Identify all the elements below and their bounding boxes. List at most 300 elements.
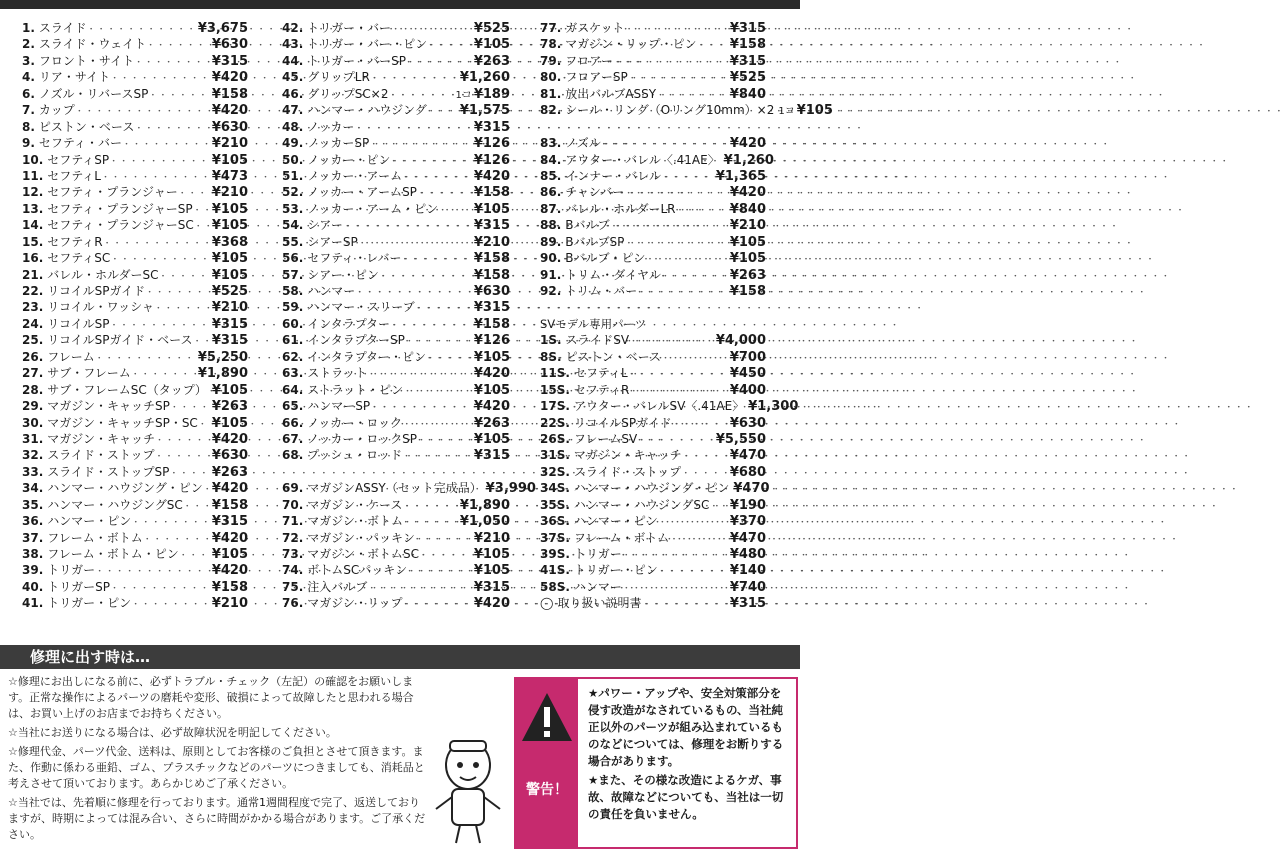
part-number: 42. (282, 21, 304, 35)
part-price: ¥700 (729, 349, 766, 365)
dot-leader (403, 384, 474, 400)
dot-leader (415, 532, 474, 548)
part-row (282, 299, 510, 315)
part-row (22, 431, 248, 447)
part-price: ¥140 (729, 563, 766, 579)
part-row (22, 250, 248, 266)
part-row (540, 530, 766, 546)
part-price: ¥5,250 (197, 349, 248, 365)
part-name: スライドSV (565, 333, 630, 348)
warning-triangle-icon (516, 685, 578, 775)
part-number: 8. (22, 119, 35, 134)
part-number: 47. (282, 103, 304, 118)
part-name: セフティL (573, 366, 628, 381)
dot-leader (193, 203, 212, 219)
part-price: ¥105 (211, 218, 248, 234)
part-name: Bバルブ (565, 218, 610, 233)
part-price: ¥105 (211, 251, 248, 267)
part-name: セフティR (573, 382, 630, 397)
part-number: 9. (22, 136, 35, 151)
part-number: 35S. (540, 497, 570, 512)
part-price: ¥105 (473, 431, 510, 447)
part-number: 62. (282, 349, 304, 364)
part-number: 12. (22, 185, 44, 200)
part-number: 46. (282, 86, 304, 101)
part-price: ¥525 (729, 70, 766, 86)
part-row (540, 168, 766, 184)
part-number: 36S. (540, 514, 570, 529)
part-row (22, 152, 248, 168)
part-name: ハンマー・ハウジング・ピン (573, 481, 730, 496)
part-price: ¥105 (473, 37, 510, 53)
part-number: 70. (282, 497, 304, 512)
dot-leader (709, 499, 729, 515)
part-number: 63. (282, 366, 304, 381)
part-name: バレル・ホルダーLR (565, 201, 676, 216)
part-row (22, 135, 248, 151)
part-row (282, 513, 510, 529)
part-row (282, 201, 510, 217)
part-price: ¥105 (473, 563, 510, 579)
dot-leader (415, 301, 474, 317)
part-price: ¥420 (473, 366, 510, 382)
part-row (22, 513, 248, 529)
part-row (22, 283, 248, 299)
part-number: 55. (282, 234, 304, 249)
part-row (282, 217, 510, 233)
part-price: ¥158 (729, 284, 766, 299)
part-number: 79. (540, 53, 562, 68)
part-number: 53. (282, 201, 304, 216)
part-number: 69. (282, 481, 304, 496)
part-number: 71. (282, 514, 304, 529)
part-price: ¥840 (729, 86, 766, 102)
part-name: ハンマーSP (307, 399, 371, 414)
dot-leader (403, 597, 474, 613)
part-row (540, 250, 766, 266)
part-price: ¥158 (473, 267, 510, 283)
part-name: チャンバー (565, 185, 625, 200)
part-price: ¥420 (729, 185, 766, 201)
part-name: リコイルSPガイド (47, 284, 146, 298)
part-row (282, 184, 510, 200)
part-row (282, 332, 510, 348)
part-row (22, 184, 248, 200)
part-price: ¥420 (211, 70, 248, 86)
part-number: 1. (22, 21, 35, 35)
part-number: 23. (22, 300, 44, 315)
dot-leader (402, 499, 459, 515)
part-row (282, 415, 510, 431)
part-price: ¥105 (729, 234, 766, 250)
part-price: ¥315 (729, 53, 766, 69)
part-name: インタラプター (307, 316, 390, 331)
part-name: マガジンASSY（セット完成品） (307, 481, 482, 496)
part-price: ¥263 (729, 267, 766, 283)
part-name: ハンマー・スリーブ (307, 300, 415, 315)
part-name: トリガー (573, 547, 622, 561)
part-name: トリガー・バー (307, 21, 392, 35)
part-number: 31. (22, 431, 44, 446)
part-number: 13. (22, 201, 44, 216)
part-row (282, 398, 510, 414)
part-price: ¥420 (211, 563, 248, 579)
part-price: ¥263 (473, 415, 510, 431)
part-row (22, 316, 248, 332)
dot-leader (406, 55, 474, 71)
part-price: ¥630 (211, 448, 248, 464)
part-name: セフティSP (47, 152, 110, 167)
part-name: フレームSV (573, 431, 638, 446)
dot-leader (390, 154, 473, 170)
part-name: ノッカーSP (307, 136, 370, 151)
parts-column-3 (540, 20, 833, 612)
part-name: サブ・フレーム (47, 366, 131, 381)
part-row (540, 415, 766, 431)
part-number: 24. (22, 316, 44, 331)
part-number: 3. (22, 53, 35, 68)
part-number: 88. (540, 218, 562, 233)
dot-leader (427, 38, 474, 54)
part-price: ¥126 (473, 152, 510, 168)
part-name: リコイルSPガイド (573, 415, 672, 430)
part-row (282, 447, 510, 463)
part-price: ¥315 (473, 218, 510, 234)
part-name: マガジン・パッキン (307, 530, 415, 545)
part-name: ピストン・ベース (38, 119, 135, 134)
part-number: 80. (540, 70, 562, 85)
warning-text (588, 685, 788, 825)
part-name: セフティ・プランジャー (47, 185, 178, 200)
part-number: 36. (22, 514, 44, 529)
part-name: スライド・ストップSP (47, 464, 170, 479)
part-number: 32S. (540, 464, 570, 479)
part-name: マガジン・キャッチSP (47, 399, 170, 414)
part-price: ¥158 (473, 316, 510, 332)
part-number: 11S. (540, 366, 570, 381)
part-row (22, 119, 248, 135)
part-price: ¥210 (473, 234, 510, 250)
part-row (282, 152, 510, 168)
part-number: 14. (22, 218, 44, 233)
part-name: フレーム (47, 349, 95, 364)
part-price: ¥368 (211, 234, 248, 250)
part-name: ハンマー・ピン (47, 514, 132, 529)
part-price: ¥470 (729, 448, 766, 464)
part-number: 29. (22, 399, 44, 414)
dot-leader (697, 38, 730, 54)
part-price: ¥1,300 (748, 399, 799, 415)
part-price: ¥315 (473, 579, 510, 595)
part-price: ¥1,260 (459, 70, 510, 86)
part-name: ハンマー・ハウジングSC (573, 497, 710, 512)
warning-side-panel (516, 679, 578, 847)
part-name: リコイル・ワッシャ (47, 300, 154, 315)
part-number: 87. (540, 201, 562, 216)
part-row (282, 595, 510, 611)
part-price: ¥1,260 (723, 152, 774, 168)
part-row (282, 283, 510, 299)
part-price: ¥470 (733, 481, 770, 497)
part-row (540, 152, 774, 168)
part-number: 10. (22, 152, 44, 167)
part-price: ¥315 (473, 300, 510, 316)
part-number: 37. (22, 530, 44, 545)
part-name: フロアー (565, 53, 613, 68)
part-number: 58. (282, 284, 304, 298)
dot-leader (427, 104, 460, 120)
part-row (22, 332, 248, 348)
part-name: マガジン・キャッチ (47, 431, 155, 446)
dot-leader (661, 269, 730, 285)
part-name: ノッカー・アーム・ピン (307, 201, 439, 216)
part-number: 38. (22, 547, 44, 561)
part-row (22, 365, 248, 381)
part-price: ¥4,000 (715, 333, 766, 349)
dot-leader (402, 449, 474, 465)
dot-leader (103, 236, 212, 252)
part-number: 60. (282, 316, 304, 331)
part-number: 92. (540, 284, 562, 298)
part-row (282, 365, 510, 381)
dot-leader (676, 203, 730, 219)
part-price: ¥210 (729, 218, 766, 234)
part-name: リコイルSP (47, 316, 110, 331)
part-number: 72. (282, 530, 304, 545)
dot-leader (682, 449, 730, 465)
part-number: 8S. (540, 349, 562, 364)
dot-leader (354, 121, 473, 137)
part-row (22, 217, 248, 233)
part-row (540, 184, 766, 200)
part-name: セフティ・バー (38, 136, 122, 151)
part-name: フレーム・ボトム・ピン (47, 547, 179, 561)
part-number: 41S. (540, 563, 570, 578)
part-name: 放出バルブASSY (565, 86, 657, 101)
part-row (540, 464, 766, 480)
part-number: 50. (282, 152, 304, 167)
part-name: アウター・バレル〈.41AE〉 (565, 152, 720, 167)
part-price: ¥680 (729, 464, 766, 480)
part-row (282, 36, 510, 52)
part-row (540, 102, 833, 119)
part-number: 51. (282, 168, 304, 183)
warning-label: 警告！ (526, 782, 568, 798)
part-name: シール・リング（Oリング10mm）×2 (565, 103, 775, 118)
part-price: ¥740 (729, 579, 766, 595)
part-row (22, 53, 248, 69)
repair-note: ☆当社では、先着順に修理を行っております。通常1週間程度で完了、返送しておりますが、時期によっては混み合い、さらに時間がかかる場合があります。ご了承ください。 (8, 796, 426, 841)
part-name: フロント・サイト (38, 53, 135, 68)
dot-leader (613, 55, 730, 71)
part-price: ¥263 (211, 464, 248, 480)
part-number: 26S. (540, 431, 570, 446)
part-number: 73. (282, 547, 304, 561)
part-number: 52. (282, 185, 304, 200)
part-row (540, 595, 766, 611)
dot-leader (379, 269, 474, 285)
part-name: セフティ・プランジャーSC (47, 218, 194, 233)
part-number: 21. (22, 267, 44, 282)
part-price: ¥315 (211, 514, 248, 530)
part-name: ノッカー (307, 119, 355, 134)
section-header: SVモデル専用パーツ (540, 316, 647, 331)
part-row (22, 36, 248, 52)
part-name: マガジン・リップ・ピン (565, 37, 697, 52)
part-price: ¥315 (473, 119, 510, 135)
dot-leader (637, 285, 730, 301)
part-row (22, 267, 248, 283)
part-name: シアーSP (307, 234, 358, 249)
warning-box (514, 677, 798, 849)
part-price: ¥420 (729, 136, 766, 152)
part-price: ¥105 (729, 251, 766, 267)
part-price: ¥3,990 (485, 481, 536, 497)
part-name: ノッカー・ピン (307, 152, 391, 167)
part-price: ¥370 (729, 514, 766, 530)
part-price: ¥158 (211, 86, 248, 102)
part-number: 32. (22, 448, 44, 463)
dot-leader (401, 252, 473, 268)
part-price: ¥840 (729, 201, 766, 217)
part-row (22, 415, 248, 431)
dot-leader (628, 367, 730, 383)
part-number: 22. (22, 284, 44, 298)
part-row (282, 168, 510, 184)
part-price: ¥210 (211, 136, 248, 152)
part-price: ¥105 (473, 547, 510, 562)
part-row (282, 497, 510, 513)
part-name: セフティSC (47, 251, 111, 266)
part-row (540, 69, 766, 85)
part-price: ¥420 (473, 399, 510, 415)
part-number: 26. (22, 349, 44, 364)
part-name: スライド (38, 21, 87, 35)
part-name: スライド・ストップ (573, 464, 682, 479)
part-name: インタラプターSP (307, 333, 405, 348)
part-row (282, 562, 510, 578)
part-number: 49. (282, 136, 304, 151)
part-price: ¥105 (211, 547, 248, 562)
part-number: 74. (282, 563, 304, 578)
mascot-illustration (428, 735, 508, 847)
part-name: ストラット・ピン (307, 382, 404, 397)
part-number: 44. (282, 53, 304, 68)
part-name: スライド・ウェイト (38, 37, 147, 52)
part-name: マガジン・ボトム (307, 514, 403, 529)
part-row (22, 102, 248, 118)
part-number: 15. (22, 234, 44, 249)
part-row (540, 382, 766, 398)
part-row (540, 513, 766, 529)
part-price: ¥105 (796, 103, 833, 119)
part-price: ¥210 (211, 300, 248, 316)
part-row (22, 546, 248, 562)
dot-leader (183, 499, 212, 515)
repair-title: 修理に出す時は… (30, 648, 151, 666)
dot-leader (203, 482, 212, 498)
part-number: 91. (540, 267, 562, 282)
part-name: ノズル (565, 136, 601, 151)
part-row (282, 250, 510, 266)
part-name: ハンマー (573, 579, 622, 594)
part-price: ¥3,675 (197, 21, 248, 36)
part-row (22, 530, 248, 546)
part-price: ¥473 (211, 168, 248, 184)
warning-line: ★また、その様な改造によるケガ、事故、故障などについても、当社は一切の責任を負いません。 (588, 773, 784, 821)
part-row (282, 20, 510, 36)
part-row (282, 234, 510, 250)
part-price: ¥315 (473, 448, 510, 464)
part-number: 75. (282, 579, 304, 594)
dot-leader (417, 433, 474, 449)
part-number: 34S. (540, 481, 570, 496)
dot-leader (661, 170, 716, 186)
dot-leader (122, 137, 212, 153)
part-name: BバルブSP (565, 234, 625, 249)
part-name: サブ・フレームSC（タップ） (47, 382, 207, 397)
part-name: ストラット (307, 366, 368, 381)
repair-note: ☆修理にお出しになる前に、必ずトラブル・チェック（左記）の確認をお願いします。正常な操作によるパーツの磨耗や変形、破損によって故障したと思われる場合は、お買い上げのお店までお持ちください。 (8, 675, 414, 720)
dot-leader (610, 219, 730, 235)
part-row (282, 349, 510, 365)
part-row (540, 332, 766, 348)
part-number: 54. (282, 218, 304, 233)
part-name: トリム・バー (565, 284, 638, 298)
part-price: ¥420 (211, 481, 248, 497)
part-price: ¥263 (473, 53, 510, 69)
part-row (540, 349, 766, 365)
part-name: ハンマー (307, 284, 356, 298)
part-number: 34. (22, 481, 44, 496)
part-number: 2. (22, 37, 35, 52)
part-price: ¥525 (211, 284, 248, 299)
part-row (540, 267, 766, 283)
part-name: ハンマー・ハウジング・ピン (47, 481, 203, 496)
part-price: ¥105 (211, 201, 248, 217)
part-price: ¥126 (473, 136, 510, 152)
part-row (540, 217, 766, 233)
part-price: ¥105 (211, 152, 248, 168)
part-price: ¥400 (729, 382, 766, 398)
dot-leader (131, 515, 212, 531)
part-price: ¥105 (211, 382, 248, 398)
part-name: ハンマー・ピン (573, 514, 658, 529)
part-number: 16. (22, 251, 44, 266)
part-price: ¥1,575 (459, 103, 510, 119)
part-name: カップ (38, 103, 75, 118)
part-name: インタラプター・ピン (307, 349, 426, 364)
part-price: ¥480 (729, 547, 766, 562)
part-row (22, 595, 248, 611)
part-row (282, 267, 510, 283)
part-name: リア・サイト (38, 70, 111, 85)
part-row (540, 20, 766, 36)
part-price: ¥630 (211, 119, 248, 135)
part-number: 59. (282, 300, 304, 315)
spacer-row (540, 299, 766, 315)
part-name: ボトムSCパッキン (307, 563, 408, 578)
part-number: 84. (540, 152, 562, 167)
part-price: ¥158 (211, 497, 248, 513)
part-row (282, 530, 510, 546)
part-price: ¥630 (211, 37, 248, 53)
part-price: ¥190 (729, 497, 766, 513)
part-row (540, 431, 766, 447)
part-price: ¥450 (729, 366, 766, 382)
part-price: ¥263 (211, 399, 248, 415)
part-number: 40. (22, 579, 44, 594)
